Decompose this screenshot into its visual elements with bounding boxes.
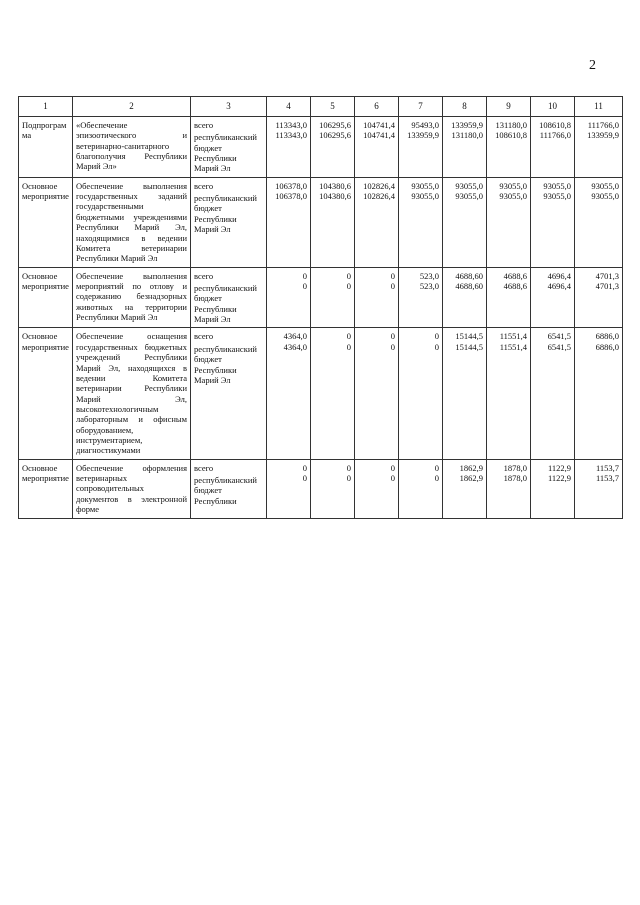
- budget-table: [18, 96, 623, 519]
- column-header-4: 4: [267, 97, 311, 117]
- value-cell-col-9: [487, 177, 531, 267]
- funding-source-total: всего: [194, 331, 214, 342]
- value-total: 93055,0: [411, 180, 439, 191]
- column-header-2: 2: [73, 97, 191, 117]
- value-cell-col-7: [399, 116, 443, 177]
- column-header-1: 1: [19, 97, 73, 117]
- program-description-cell: «Обеспечение эпизоотического и ветеринарно-санитарного благополучия Республики Марий Эл»: [73, 116, 191, 177]
- value-budget: 104380,6: [319, 191, 351, 202]
- program-type-cell: Основное мероприятие: [19, 177, 73, 267]
- value-budget: 0: [302, 281, 307, 291]
- value-total: 106295,6: [319, 119, 351, 130]
- value-budget: 4688,60: [455, 281, 483, 291]
- value-cell-col-10: [531, 116, 575, 177]
- value-cell-col-11: [575, 177, 623, 267]
- value-cell-col-8: [443, 328, 487, 459]
- program-description-cell: Обеспечение выполнения государственных заданий государственными бюджетными учреждениями Республики Марий Эл, находящимися в ведении Комитета ветеринарии Республики Марий Эл: [73, 177, 191, 267]
- value-cell-col-6: [355, 177, 399, 267]
- value-budget: 93055,0: [499, 191, 527, 202]
- value-budget: 106295,6: [319, 130, 351, 141]
- value-cell-col-4: [267, 328, 311, 459]
- value-budget: 111766,0: [539, 130, 571, 141]
- value-total: 11551,4: [499, 331, 527, 342]
- value-cell-col-10: [531, 459, 575, 518]
- value-cell-col-6: [355, 459, 399, 518]
- value-total: 131180,0: [495, 119, 527, 130]
- value-cell-col-11: [575, 116, 623, 177]
- value-budget: 93055,0: [455, 191, 483, 202]
- value-cell-col-8: [443, 116, 487, 177]
- value-budget: 93055,0: [543, 191, 571, 202]
- funding-source-budget: республиканский бюджет Республики Марий Эл: [194, 283, 257, 325]
- program-description-cell: Обеспечение оснащения государственных бюджетных учреждений Республики Марий Эл, находящихся в ведении Комитета ветеринарии Республики Марий Эл, высокотехнологичным лабораторным и офисным оборудованием, инструментарием, диагностикумами: [73, 328, 191, 459]
- column-header-7: 7: [399, 97, 443, 117]
- value-budget: 133959,9: [407, 130, 439, 141]
- value-budget: 0: [434, 473, 439, 484]
- value-total: 111766,0: [587, 119, 619, 130]
- funding-source-budget: республиканский бюджет Республики Марий Эл: [194, 343, 257, 385]
- value-total: 102826,4: [363, 180, 395, 191]
- value-cell-col-6: [355, 267, 399, 328]
- value-total: 4688,6: [503, 270, 527, 281]
- value-total: 93055,0: [455, 180, 483, 191]
- value-budget: 15144,5: [455, 341, 483, 352]
- value-cell-col-8: [443, 267, 487, 328]
- program-description-cell: Обеспечение оформления ветеринарных сопроводительных документов в электронной форме: [73, 459, 191, 518]
- value-cell-col-4: [267, 459, 311, 518]
- table-row: [19, 177, 623, 267]
- value-total: 0: [390, 331, 395, 342]
- funding-source-total: всего: [194, 180, 214, 191]
- value-budget: 11551,4: [499, 341, 527, 352]
- value-cell-col-10: [531, 267, 575, 328]
- value-budget: 4701,3: [595, 281, 619, 291]
- value-budget: 1862,9: [459, 473, 483, 484]
- value-cell-col-11: [575, 267, 623, 328]
- header-row: [19, 97, 623, 117]
- value-budget: 6886,0: [595, 341, 619, 352]
- funding-source-total: всего: [194, 462, 214, 473]
- value-cell-col-6: [355, 328, 399, 459]
- value-total: 0: [434, 331, 439, 342]
- value-total: 6541,5: [547, 331, 571, 342]
- funding-source-cell: [191, 459, 267, 518]
- column-header-9: 9: [487, 97, 531, 117]
- value-budget: 1122,9: [547, 473, 571, 484]
- value-cell-col-9: [487, 267, 531, 328]
- value-total: 1122,9: [547, 462, 571, 473]
- program-description-cell: Обеспечение выполнения мероприятий по отлову и содержанию безнадзорных животных на территории Республики Марий Эл: [73, 267, 191, 328]
- value-budget: 131180,0: [451, 130, 483, 141]
- value-budget: 0: [390, 473, 395, 484]
- value-cell-col-5: [311, 459, 355, 518]
- value-budget: 0: [390, 341, 395, 352]
- value-total: 104741,4: [363, 119, 395, 130]
- value-cell-col-5: [311, 267, 355, 328]
- value-total: 0: [346, 462, 351, 473]
- funding-source-budget: республиканский бюджет Республики: [194, 475, 257, 506]
- value-budget: 93055,0: [411, 191, 439, 202]
- value-budget: 0: [346, 341, 351, 352]
- value-cell-col-7: [399, 267, 443, 328]
- value-cell-col-4: [267, 177, 311, 267]
- value-budget: 523,0: [419, 281, 439, 291]
- page-number: 2: [589, 58, 596, 73]
- funding-source-total: всего: [194, 119, 214, 130]
- value-total: 1153,7: [595, 462, 619, 473]
- value-total: 0: [346, 331, 351, 342]
- value-budget: 102826,4: [363, 191, 395, 202]
- table-body: [19, 116, 623, 518]
- value-total: 104380,6: [319, 180, 351, 191]
- value-budget: 4688,6: [503, 281, 527, 291]
- value-total: 0: [390, 462, 395, 473]
- value-budget: 1878,0: [503, 473, 527, 484]
- column-header-3: 3: [191, 97, 267, 117]
- value-budget: 1153,7: [595, 473, 619, 484]
- value-total: 133959,9: [451, 119, 483, 130]
- value-cell-col-8: [443, 177, 487, 267]
- value-budget: 133959,9: [587, 130, 619, 141]
- program-type-cell: Основное мероприятие: [19, 328, 73, 459]
- column-header-10: 10: [531, 97, 575, 117]
- value-cell-col-9: [487, 116, 531, 177]
- value-cell-col-4: [267, 267, 311, 328]
- value-total: 106378,0: [275, 180, 307, 191]
- funding-source-cell: [191, 328, 267, 459]
- value-total: 108610,8: [539, 119, 571, 130]
- value-total: 0: [302, 270, 307, 281]
- value-cell-col-7: [399, 328, 443, 459]
- value-budget: 4696,4: [547, 281, 571, 291]
- value-budget: 104741,4: [363, 130, 395, 141]
- program-type-cell: Подпрограмма: [19, 116, 73, 177]
- value-total: 0: [390, 270, 395, 281]
- value-budget: 0: [346, 281, 351, 291]
- value-cell-col-4: [267, 116, 311, 177]
- value-budget: 106378,0: [275, 191, 307, 202]
- funding-source-cell: [191, 177, 267, 267]
- program-type-cell: Основное мероприятие: [19, 459, 73, 518]
- column-header-5: 5: [311, 97, 355, 117]
- column-header-6: 6: [355, 97, 399, 117]
- value-cell-col-5: [311, 177, 355, 267]
- value-total: 0: [302, 462, 307, 473]
- value-cell-col-11: [575, 328, 623, 459]
- value-cell-col-9: [487, 459, 531, 518]
- funding-source-budget: республиканский бюджет Республики Марий Эл: [194, 132, 257, 174]
- program-type-cell: Основное мероприятие: [19, 267, 73, 328]
- value-total: 4364,0: [283, 331, 307, 342]
- table-header: [19, 97, 623, 117]
- value-cell-col-7: [399, 177, 443, 267]
- value-cell-col-9: [487, 328, 531, 459]
- value-total: 93055,0: [591, 180, 619, 191]
- value-total: 0: [346, 270, 351, 281]
- value-cell-col-11: [575, 459, 623, 518]
- value-cell-col-8: [443, 459, 487, 518]
- value-cell-col-10: [531, 177, 575, 267]
- table-row: [19, 116, 623, 177]
- table-row: [19, 267, 623, 328]
- value-total: 95493,0: [411, 119, 439, 130]
- value-cell-col-7: [399, 459, 443, 518]
- value-budget: 108610,8: [495, 130, 527, 141]
- budget-table-sheet: [18, 96, 622, 519]
- value-budget: 0: [434, 341, 439, 352]
- value-total: 1862,9: [459, 462, 483, 473]
- table-row: [19, 328, 623, 459]
- value-budget: 113343,0: [275, 130, 307, 141]
- value-total: 4688,60: [455, 270, 483, 281]
- value-cell-col-5: [311, 116, 355, 177]
- value-budget: 0: [390, 281, 395, 291]
- value-budget: 4364,0: [283, 341, 307, 352]
- value-total: 15144,5: [455, 331, 483, 342]
- value-total: 6886,0: [595, 331, 619, 342]
- value-total: 93055,0: [499, 180, 527, 191]
- funding-source-cell: [191, 267, 267, 328]
- value-budget: 0: [302, 473, 307, 484]
- value-total: 113343,0: [275, 119, 307, 130]
- value-budget: 6541,5: [547, 341, 571, 352]
- funding-source-total: всего: [194, 270, 214, 281]
- value-cell-col-10: [531, 328, 575, 459]
- value-total: 4701,3: [595, 270, 619, 281]
- column-header-11: 11: [575, 97, 623, 117]
- value-total: 1878,0: [503, 462, 527, 473]
- value-cell-col-5: [311, 328, 355, 459]
- value-total: 0: [434, 462, 439, 473]
- funding-source-budget: республиканский бюджет Республики Марий Эл: [194, 193, 257, 235]
- table-row: [19, 459, 623, 518]
- column-header-8: 8: [443, 97, 487, 117]
- value-total: 93055,0: [543, 180, 571, 191]
- value-cell-col-6: [355, 116, 399, 177]
- value-total: 523,0: [419, 270, 439, 281]
- value-budget: 93055,0: [591, 191, 619, 202]
- funding-source-cell: [191, 116, 267, 177]
- value-budget: 0: [346, 473, 351, 484]
- value-total: 4696,4: [547, 270, 571, 281]
